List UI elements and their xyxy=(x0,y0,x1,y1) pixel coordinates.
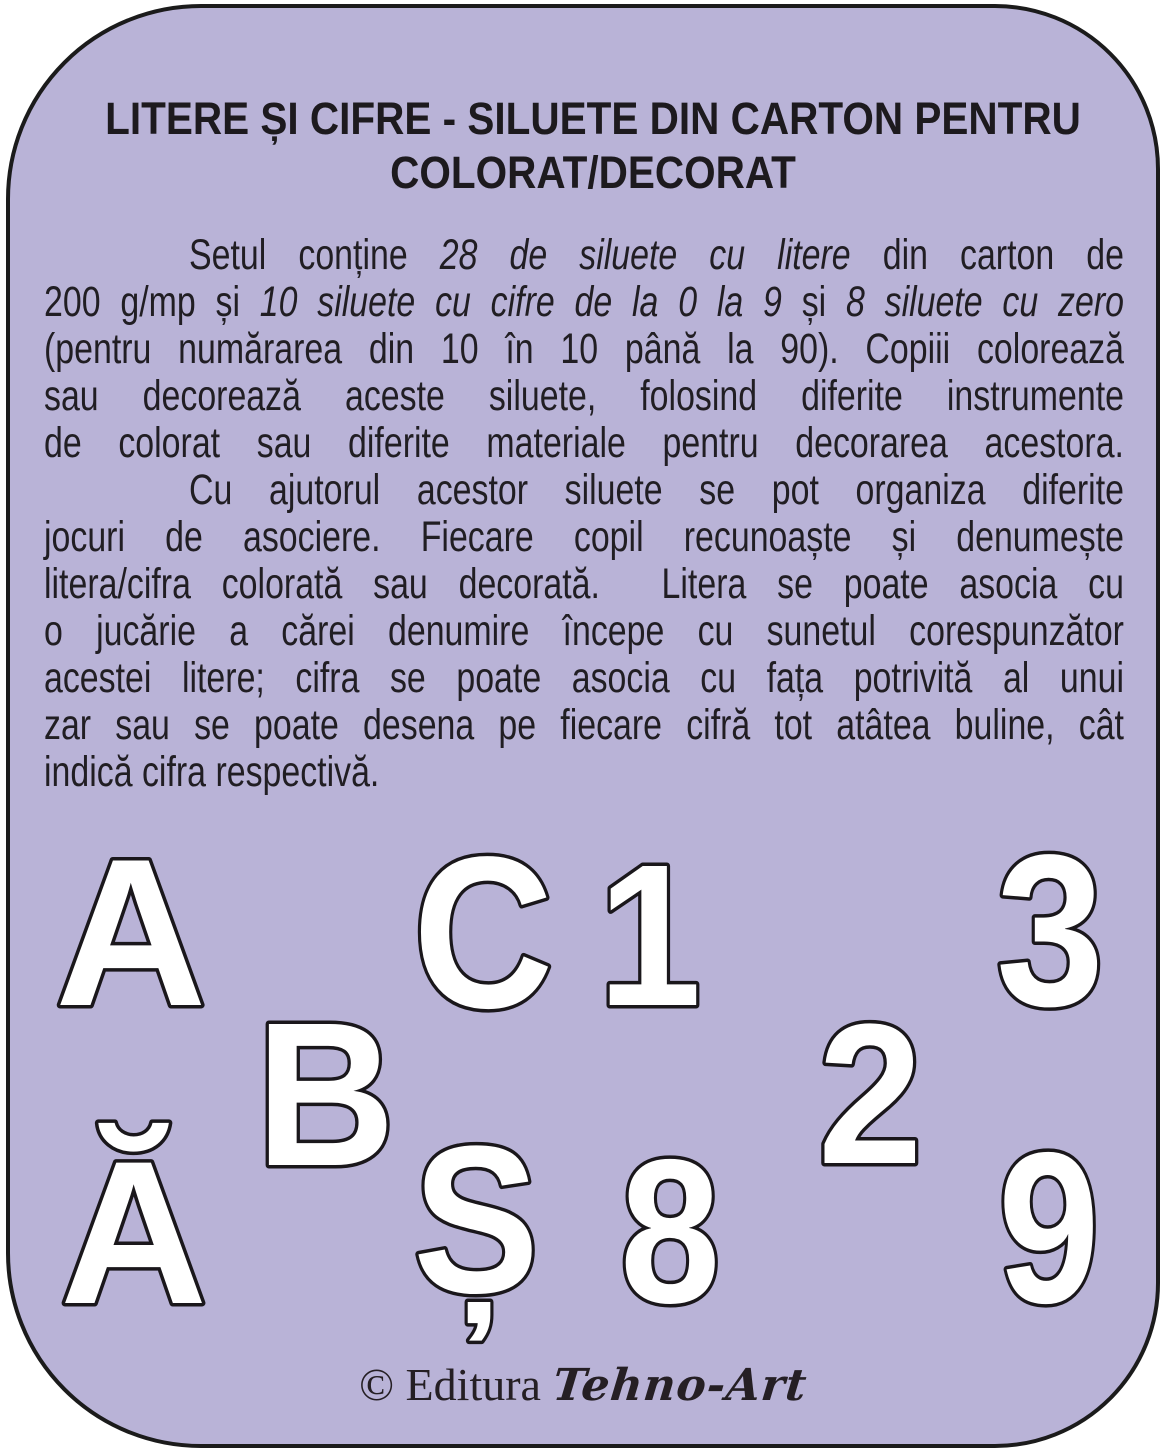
silhouette-letter-a-breve: Ă xyxy=(60,1119,208,1347)
paragraph-2-line-2: jocuri de asociere. Fiecare copil recunoaște și denumește xyxy=(44,513,1124,561)
paragraph-2-line-5: acestei litere; cifra se poate asocia cu fața potrivită al unui xyxy=(44,654,1124,702)
text-run: din carton de xyxy=(850,231,1124,279)
silhouette-digit-2: 2 xyxy=(818,982,923,1207)
text-run: Setul conține xyxy=(189,231,440,279)
silhouette-digit-3: 3 xyxy=(996,809,1105,1052)
text-run: și xyxy=(781,278,846,326)
paragraph-2-line-6: zar sau se poate desena pe fiecare cifră tot atâtea buline, cât xyxy=(44,701,1124,749)
silhouette-letter-b: B xyxy=(256,980,396,1210)
publisher-logo-text: Tehno-Art xyxy=(550,1360,810,1411)
silhouette-letter-a: A xyxy=(55,815,207,1050)
silhouette-digit-8: 8 xyxy=(620,1116,721,1346)
paragraph-2-line-3: litera/cifra colorată sau decorată. Litera se poate asocia cu xyxy=(44,560,1124,608)
paragraph-2-line-4: o jucărie a cărei denumire începe cu sunetul corespunzător xyxy=(44,607,1124,655)
silhouette-letter-s-comma: Ș xyxy=(413,1102,540,1338)
silhouette-digit-1: 1 xyxy=(598,822,702,1049)
paragraph-1-line-3: (pentru numărarea din 10 în 10 până la 90). Copiii colorează xyxy=(44,325,1124,373)
paragraph-1-line-5: de colorat sau diferite materiale pentru decorarea acestora. xyxy=(44,419,1124,467)
copyright-text: © Editura xyxy=(359,1359,541,1410)
title-line-2: COLORAT/DECORAT xyxy=(390,147,796,198)
text-run: 200 g/mp și xyxy=(44,278,260,326)
paragraph-2-line-7: indică cifra respectivă. xyxy=(44,748,380,796)
text-run-italic: 28 de siluete cu litere xyxy=(439,231,851,279)
text-run-italic: 8 siluete cu zero xyxy=(845,278,1124,326)
text-run-italic: 10 siluete cu cifre de la 0 la 9 xyxy=(259,278,782,326)
silhouette-letter-c: C xyxy=(413,811,554,1054)
paragraph-1-line-4: sau decorează aceste siluete, folosind diferite instrumente xyxy=(44,372,1124,420)
paragraph-2-line-1: Cu ajutorul acestor siluete se pot organiza diferite xyxy=(189,466,1124,514)
silhouette-digit-9: 9 xyxy=(998,1108,1100,1349)
title-line-1: LITERE ȘI CIFRE - SILUETE DIN CARTON PENTRU xyxy=(105,93,1081,144)
